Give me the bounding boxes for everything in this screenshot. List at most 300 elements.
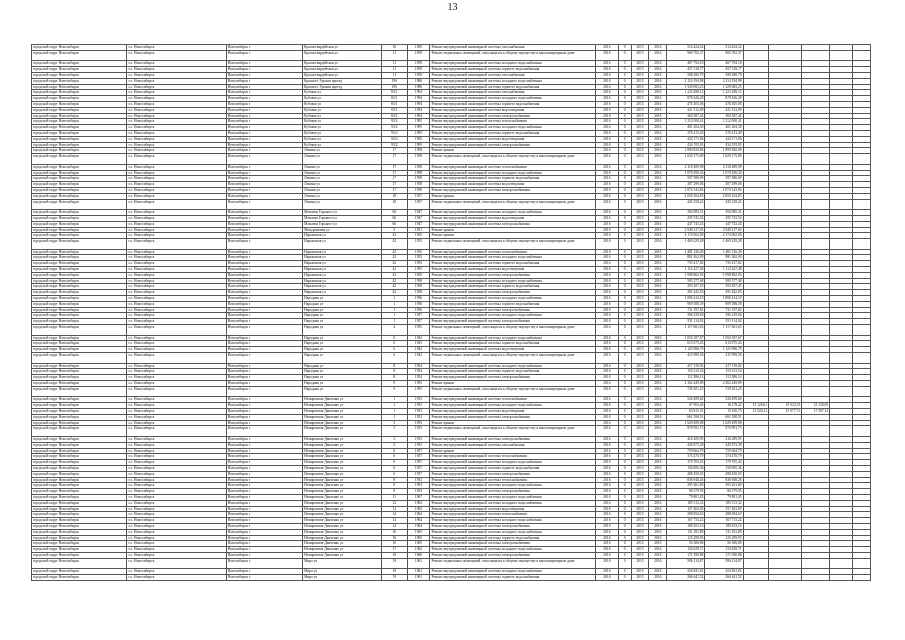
table-row (32, 575, 871, 581)
end-year-cell: 2016 (649, 471, 667, 477)
house-cell: 8 (382, 363, 407, 369)
street-cell: Немировича-Данченко ул (303, 414, 382, 420)
start-year-cell: 2015 (631, 477, 649, 483)
end-year-cell: 2016 (649, 215, 667, 221)
code-cell: 0 (618, 363, 631, 369)
city-cell: г.о. Новосибирск (127, 67, 226, 73)
work-type-cell: Ремонт внутридомовой инженерной системы горячего водоснабжения (430, 101, 596, 107)
code-cell: 0 (618, 307, 631, 313)
city-cell: г.о. Новосибирск (127, 483, 226, 489)
cost-cell: 276 413,40 (705, 130, 743, 136)
street-cell: Немировича-Данченко ул (303, 471, 382, 477)
street-cell: Красногвардейская ул (303, 45, 382, 51)
house-cell: 1 (382, 319, 407, 325)
code-cell: 0 (618, 523, 631, 529)
table-row (32, 239, 871, 250)
total-cost-cell: 514 424,32 (667, 45, 705, 51)
end-year-cell: 2016 (649, 193, 667, 199)
total-cost-cell: 970 991,73 (667, 426, 705, 437)
total-cost-cell: 112 386,14 (667, 375, 705, 381)
cost-cell: 970 991,73 (705, 426, 743, 437)
house-cell: 42 (382, 290, 407, 296)
house-cell: 93/2 (382, 142, 407, 148)
end-year-cell: 2016 (649, 535, 667, 541)
year-built-cell: 1957 (407, 199, 430, 210)
street-cell: Народная ул (303, 369, 382, 375)
house-cell: 93/2 (382, 136, 407, 142)
cost-cell: 520 499,60 (705, 397, 743, 403)
code-cell: 0 (618, 325, 631, 336)
extra-cell-4 (830, 325, 853, 336)
start-year-cell: 2015 (631, 142, 649, 148)
locality-cell: Новосибирск г (226, 45, 302, 51)
street-cell: Народная ул (303, 353, 382, 364)
city-cell: г.о. Новосибирск (127, 477, 226, 483)
locality-cell: Новосибирск г (226, 403, 302, 409)
street-cell: Мира ул (303, 575, 382, 581)
locality-cell: Новосибирск г (226, 61, 302, 67)
work-type-cell: Ремонт подвальных помещений, относящихся к общему имуществу в многоквартирном доме (430, 558, 596, 569)
plan-year-cell: 2016 (595, 442, 618, 448)
plan-year-cell: 2016 (595, 420, 618, 426)
street-cell: Народная ул (303, 325, 382, 336)
plan-year-cell: 2016 (595, 547, 618, 553)
start-year-cell: 2015 (631, 164, 649, 170)
end-year-cell: 2016 (649, 506, 667, 512)
cost-cell: 189 453,16 (705, 523, 743, 529)
end-year-cell: 2016 (649, 233, 667, 239)
city-cell: г.о. Новосибирск (127, 454, 226, 460)
cost-cell: 2 949 217,02 (705, 227, 743, 233)
start-year-cell: 2015 (631, 369, 649, 375)
plan-year-cell: 2016 (595, 182, 618, 188)
okrug-cell: городской округ Новосибирск (32, 353, 127, 364)
locality-cell: Новосибирск г (226, 341, 302, 347)
code-cell: 0 (618, 261, 631, 267)
cost-cell: 731 197,82 (705, 307, 743, 313)
total-cost-cell: 2 118 489,98 (667, 164, 705, 170)
year-built-cell: 1957 (407, 454, 430, 460)
house-cell: 93/2 (382, 119, 407, 125)
code-cell: 0 (618, 96, 631, 102)
plan-year-cell: 2016 (595, 375, 618, 381)
house-cell: 16 (382, 535, 407, 541)
street-cell: Красного Урожая проезд (303, 78, 382, 84)
work-type-cell: Ремонт крыши (430, 420, 596, 426)
cost-cell: 514 424,32 (705, 45, 743, 51)
year-built-cell: 1947 (407, 221, 430, 227)
work-type-cell: Ремонт внутридомовой инженерной системы электроснабжения (430, 319, 596, 325)
start-year-cell: 2015 (631, 154, 649, 165)
city-cell: г.о. Новосибирск (127, 78, 226, 84)
street-cell: Мира ул (303, 558, 382, 569)
start-year-cell: 2015 (631, 67, 649, 73)
plan-year-cell: 2016 (595, 529, 618, 535)
house-cell: 83/1 (382, 101, 407, 107)
plan-year-cell: 2016 (595, 465, 618, 471)
total-cost-cell: 1 998 862,93 (667, 272, 705, 278)
code-cell: 0 (618, 500, 631, 506)
work-type-cell: Ремонт внутридомовой инженерной системы холодного водоснабжения (430, 460, 596, 466)
end-year-cell: 2016 (649, 261, 667, 267)
work-type-cell: Ремонт внутридомовой инженерной системы горячего водоснабжения (430, 535, 596, 541)
year-built-cell: 1943 (407, 353, 430, 364)
work-type-cell: Ремонт внутридомовой инженерной системы холодного водоснабжения (430, 313, 596, 319)
total-cost-cell: 731 197,82 (667, 307, 705, 313)
okrug-cell: городской округ Новосибирск (32, 386, 127, 397)
locality-cell: Новосибирск г (226, 489, 302, 495)
house-cell: 19 (382, 575, 407, 581)
plan-year-cell: 2016 (595, 193, 618, 199)
work-type-cell: Ремонт внутридомовой инженерной системы горячего водоснабжения (430, 84, 596, 90)
street-cell: Немировича-Данченко ул (303, 397, 382, 403)
locality-cell: Новосибирск г (226, 215, 302, 221)
year-built-cell: 1953 (407, 403, 430, 409)
locality-cell: Новосибирск г (226, 182, 302, 188)
extra-cell-4 (830, 353, 853, 364)
year-built-cell: 1957 (407, 313, 430, 319)
cost-cell: 445 873,38 (705, 442, 743, 448)
total-cost-cell: 1 223 498,12 (667, 90, 705, 96)
code-cell: 0 (618, 148, 631, 154)
work-type-cell: Ремонт подвальных помещений, относящихся к общему имуществу в многоквартирном доме (430, 154, 596, 165)
plan-year-cell: 2016 (595, 347, 618, 353)
plan-year-cell: 2016 (595, 45, 618, 51)
code-cell: 0 (618, 284, 631, 290)
start-year-cell: 2015 (631, 113, 649, 119)
end-year-cell: 2016 (649, 301, 667, 307)
start-year-cell: 2015 (631, 278, 649, 284)
locality-cell: Новосибирск г (226, 255, 302, 261)
code-cell: 0 (618, 199, 631, 210)
locality-cell: Новосибирск г (226, 426, 302, 437)
year-built-cell: 1958 (407, 278, 430, 284)
code-cell: 0 (618, 101, 631, 107)
start-year-cell: 2015 (631, 227, 649, 233)
city-cell: г.о. Новосибирск (127, 313, 226, 319)
street-cell: Народная ул (303, 363, 382, 369)
locality-cell: Новосибирск г (226, 199, 302, 210)
house-cell: 6 (382, 465, 407, 471)
house-cell: 17 (382, 182, 407, 188)
start-year-cell: 2015 (631, 170, 649, 176)
work-type-cell: Ремонт подвальных помещений, относящихся к общему имуществу в многоквартирном доме (430, 199, 596, 210)
start-year-cell: 2015 (631, 261, 649, 267)
code-cell: 0 (618, 90, 631, 96)
code-cell: 0 (618, 170, 631, 176)
house-cell: 5 (382, 420, 407, 426)
house-cell: 17 (382, 164, 407, 170)
street-cell: Немировича-Данченко ул (303, 529, 382, 535)
year-built-cell: 1958 (407, 154, 430, 165)
work-type-cell: Ремонт внутридомовой инженерной системы водоотведения (430, 347, 596, 353)
code-cell: 0 (618, 494, 631, 500)
okrug-cell: городской округ Новосибирск (32, 227, 127, 233)
plan-year-cell: 2016 (595, 107, 618, 113)
street-cell: Ленина ул (303, 193, 382, 199)
start-year-cell: 2015 (631, 414, 649, 420)
extra-cell-5 (853, 426, 871, 437)
street-cell: Кубовая ул (303, 107, 382, 113)
end-year-cell: 2016 (649, 381, 667, 387)
code-cell: 0 (618, 239, 631, 250)
end-year-cell: 2016 (649, 154, 667, 165)
locality-cell: Новосибирск г (226, 176, 302, 182)
end-year-cell: 2016 (649, 210, 667, 216)
start-year-cell: 2015 (631, 381, 649, 387)
street-cell: Нарымская ул (303, 284, 382, 290)
city-cell: г.о. Новосибирск (127, 113, 226, 119)
house-cell: 11 (382, 494, 407, 500)
okrug-cell: городской округ Новосибирск (32, 61, 127, 67)
total-cost-cell: 906 782,37 (667, 50, 705, 61)
total-cost-cell: 415 999,56 (667, 353, 705, 364)
start-year-cell: 2015 (631, 84, 649, 90)
total-cost-cell: 254 841,81 (667, 569, 705, 575)
total-cost-cell: 179 705,43 (667, 460, 705, 466)
locality-cell: Новосибирск г (226, 301, 302, 307)
table-row (32, 426, 871, 437)
plan-year-cell: 2016 (595, 341, 618, 347)
plan-year-cell: 2016 (595, 72, 618, 78)
cost-cell: 254 841,81 (705, 569, 743, 575)
start-year-cell: 2015 (631, 420, 649, 426)
city-cell: г.о. Новосибирск (127, 558, 226, 569)
locality-cell: Новосибирск г (226, 575, 302, 581)
okrug-cell: городской округ Новосибирск (32, 142, 127, 148)
start-year-cell: 2015 (631, 397, 649, 403)
cost-cell: 661 590,51 (705, 414, 743, 420)
work-type-cell: Ремонт внутридомовой инженерной системы холодного водоснабжения (430, 363, 596, 369)
house-cell: 66 (382, 221, 407, 227)
year-built-cell: 1954 (407, 375, 430, 381)
code-cell: 0 (618, 420, 631, 426)
table-row (32, 558, 871, 569)
start-year-cell: 2015 (631, 45, 649, 51)
start-year-cell: 2015 (631, 101, 649, 107)
end-year-cell: 2016 (649, 136, 667, 142)
year-built-cell: 1961 (407, 569, 430, 575)
okrug-cell: городской округ Новосибирск (32, 148, 127, 154)
start-year-cell: 2015 (631, 535, 649, 541)
start-year-cell: 2015 (631, 512, 649, 518)
street-cell: Народная ул (303, 296, 382, 302)
city-cell: г.о. Новосибирск (127, 403, 226, 409)
extra-cell-5 (853, 325, 871, 336)
locality-cell: Новосибирск г (226, 319, 302, 325)
locality-cell: Новосибирск г (226, 420, 302, 426)
work-type-cell: Ремонт крыши (430, 227, 596, 233)
end-year-cell: 2016 (649, 284, 667, 290)
work-type-cell: Ремонт внутридомовой инженерной системы холодного водоснабжения (430, 96, 596, 102)
locality-cell: Новосибирск г (226, 465, 302, 471)
locality-cell: Новосибирск г (226, 409, 302, 415)
extra-cell-1 (743, 426, 768, 437)
house-cell: 12 (382, 506, 407, 512)
locality-cell: Новосибирск г (226, 272, 302, 278)
okrug-cell: городской округ Новосибирск (32, 187, 127, 193)
work-type-cell: Ремонт внутридомовой инженерной системы водоотведения (430, 409, 596, 415)
house-cell: 11 (382, 61, 407, 67)
end-year-cell: 2016 (649, 296, 667, 302)
house-cell: 3 (382, 227, 407, 233)
street-cell: Народная ул (303, 375, 382, 381)
total-cost-cell: 2 949 217,02 (667, 227, 705, 233)
total-cost-cell: 2 362 449,89 (667, 381, 705, 387)
locality-cell: Новосибирск г (226, 471, 302, 477)
code-cell: 0 (618, 465, 631, 471)
total-cost-cell: 421 512,09 (667, 107, 705, 113)
street-cell: Ленина ул (303, 199, 382, 210)
locality-cell: Новосибирск г (226, 369, 302, 375)
extra-cell-2 (769, 199, 802, 210)
total-cost-cell: 1 050 187,67 (667, 335, 705, 341)
start-year-cell: 2015 (631, 313, 649, 319)
start-year-cell: 2015 (631, 409, 649, 415)
house-cell: 42 (382, 255, 407, 261)
okrug-cell: городской округ Новосибирск (32, 119, 127, 125)
locality-cell: Новосибирск г (226, 541, 302, 547)
street-cell: Немировича-Данченко ул (303, 465, 382, 471)
city-cell: г.о. Новосибирск (127, 96, 226, 102)
total-cost-cell: 307 299,06 (667, 182, 705, 188)
code-cell: 0 (618, 397, 631, 403)
end-year-cell: 2016 (649, 50, 667, 61)
repair-program-table (31, 44, 871, 581)
plan-year-cell: 2016 (595, 249, 618, 255)
work-type-cell: Ремонт внутридомовой инженерной системы водоотведения (430, 267, 596, 273)
code-cell: 0 (618, 267, 631, 273)
cost-cell: 476 305,06 (705, 101, 743, 107)
city-cell: г.о. Новосибирск (127, 164, 226, 170)
end-year-cell: 2016 (649, 460, 667, 466)
city-cell: г.о. Новосибирск (127, 335, 226, 341)
okrug-cell: городской округ Новосибирск (32, 182, 127, 188)
okrug-cell: городской округ Новосибирск (32, 420, 127, 426)
house-cell: 14 (382, 523, 407, 529)
city-cell: г.о. Новосибирск (127, 363, 226, 369)
total-cost-cell: 457 518,77 (667, 67, 705, 73)
end-year-cell: 2016 (649, 182, 667, 188)
plan-year-cell: 2016 (595, 101, 618, 107)
city-cell: г.о. Новосибирск (127, 341, 226, 347)
year-built-cell: 1953 (407, 397, 430, 403)
house-cell: 42 (382, 233, 407, 239)
code-cell: 0 (618, 448, 631, 454)
locality-cell: Новосибирск г (226, 267, 302, 273)
cost-cell: 360 387,42 (705, 113, 743, 119)
plan-year-cell: 2016 (595, 170, 618, 176)
okrug-cell: городской округ Новосибирск (32, 436, 127, 442)
locality-cell: Новосибирск г (226, 170, 302, 176)
extra-cell-5 (853, 50, 871, 61)
start-year-cell: 2015 (631, 221, 649, 227)
plan-year-cell: 2016 (595, 535, 618, 541)
street-cell: Немировича-Данченко ул (303, 483, 382, 489)
plan-year-cell: 2016 (595, 272, 618, 278)
plan-year-cell: 2016 (595, 414, 618, 420)
street-cell: Немировича-Данченко ул (303, 454, 382, 460)
plan-year-cell: 2016 (595, 325, 618, 336)
year-built-cell: 1955 (407, 325, 430, 336)
year-built-cell: 1943 (407, 347, 430, 353)
street-cell: Красного Урожая проезд (303, 84, 382, 90)
year-built-cell: 1957 (407, 448, 430, 454)
plan-year-cell: 2016 (595, 409, 618, 415)
year-built-cell: 1958 (407, 284, 430, 290)
city-cell: г.о. Новосибирск (127, 193, 226, 199)
okrug-cell: городской округ Новосибирск (32, 313, 127, 319)
okrug-cell: городской округ Новосибирск (32, 233, 127, 239)
locality-cell: Новосибирск г (226, 523, 302, 529)
plan-year-cell: 2016 (595, 301, 618, 307)
work-type-cell: Ремонт внутридомовой инженерной системы электроснабжения (430, 414, 596, 420)
year-built-cell: 1969 (407, 45, 430, 51)
work-type-cell: Ремонт подвальных помещений, относящихся к общему имуществу в многоквартирном доме (430, 353, 596, 364)
total-cost-cell: 2 114 194,98 (667, 78, 705, 84)
end-year-cell: 2016 (649, 199, 667, 210)
plan-year-cell: 2016 (595, 523, 618, 529)
okrug-cell: городской округ Новосибирск (32, 454, 127, 460)
plan-year-cell: 2016 (595, 397, 618, 403)
code-cell: 0 (618, 107, 631, 113)
total-cost-cell: 56 306,80 (667, 541, 705, 547)
plan-year-cell: 2016 (595, 210, 618, 216)
locality-cell: Новосибирск г (226, 296, 302, 302)
cost-cell: 434 193,05 (705, 142, 743, 148)
extra-cell-4 (830, 50, 853, 61)
okrug-cell: городской округ Новосибирск (32, 347, 127, 353)
table-row (32, 325, 871, 336)
locality-cell: Новосибирск г (226, 313, 302, 319)
start-year-cell: 2015 (631, 552, 649, 558)
street-cell: Немировича-Данченко ул (303, 436, 382, 442)
house-cell: 9 (382, 381, 407, 387)
street-cell: Народная ул (303, 347, 382, 353)
okrug-cell: городской округ Новосибирск (32, 558, 127, 569)
year-built-cell: 1965 (407, 541, 430, 547)
extra-cell-3: 21 130,00 (802, 403, 830, 409)
cost-cell: 1 469 229,28 (705, 239, 743, 250)
total-cost-cell: 520 499,60 (667, 397, 705, 403)
total-cost-cell: 881 362,09 (667, 255, 705, 261)
work-type-cell: Ремонт внутридомовой инженерной системы горячего водоснабжения (430, 130, 596, 136)
extra-cell-3 (802, 426, 830, 437)
city-cell: г.о. Новосибирск (127, 471, 226, 477)
cost-cell: 185 513,32 (705, 500, 743, 506)
city-cell: г.о. Новосибирск (127, 227, 226, 233)
code-cell: 0 (618, 460, 631, 466)
total-cost-cell: 153 313,54 (667, 369, 705, 375)
end-year-cell: 2016 (649, 164, 667, 170)
start-year-cell: 2015 (631, 547, 649, 553)
street-cell: Нарымская ул (303, 233, 382, 239)
work-type-cell: Ремонт внутридомовой инженерной системы теплоснабжения (430, 164, 596, 170)
end-year-cell: 2016 (649, 420, 667, 426)
total-cost-cell: 79 801,45 (667, 494, 705, 500)
end-year-cell: 2016 (649, 125, 667, 131)
end-year-cell: 2016 (649, 221, 667, 227)
start-year-cell: 2015 (631, 471, 649, 477)
year-built-cell: 1964 (407, 518, 430, 524)
code-cell: 0 (618, 50, 631, 61)
start-year-cell: 2015 (631, 148, 649, 154)
work-type-cell: Ремонт внутридомовой инженерной системы холодного водоснабжения (430, 335, 596, 341)
house-cell: 5 (382, 442, 407, 448)
start-year-cell: 2015 (631, 460, 649, 466)
start-year-cell: 2015 (631, 319, 649, 325)
okrug-cell: городской округ Новосибирск (32, 369, 127, 375)
